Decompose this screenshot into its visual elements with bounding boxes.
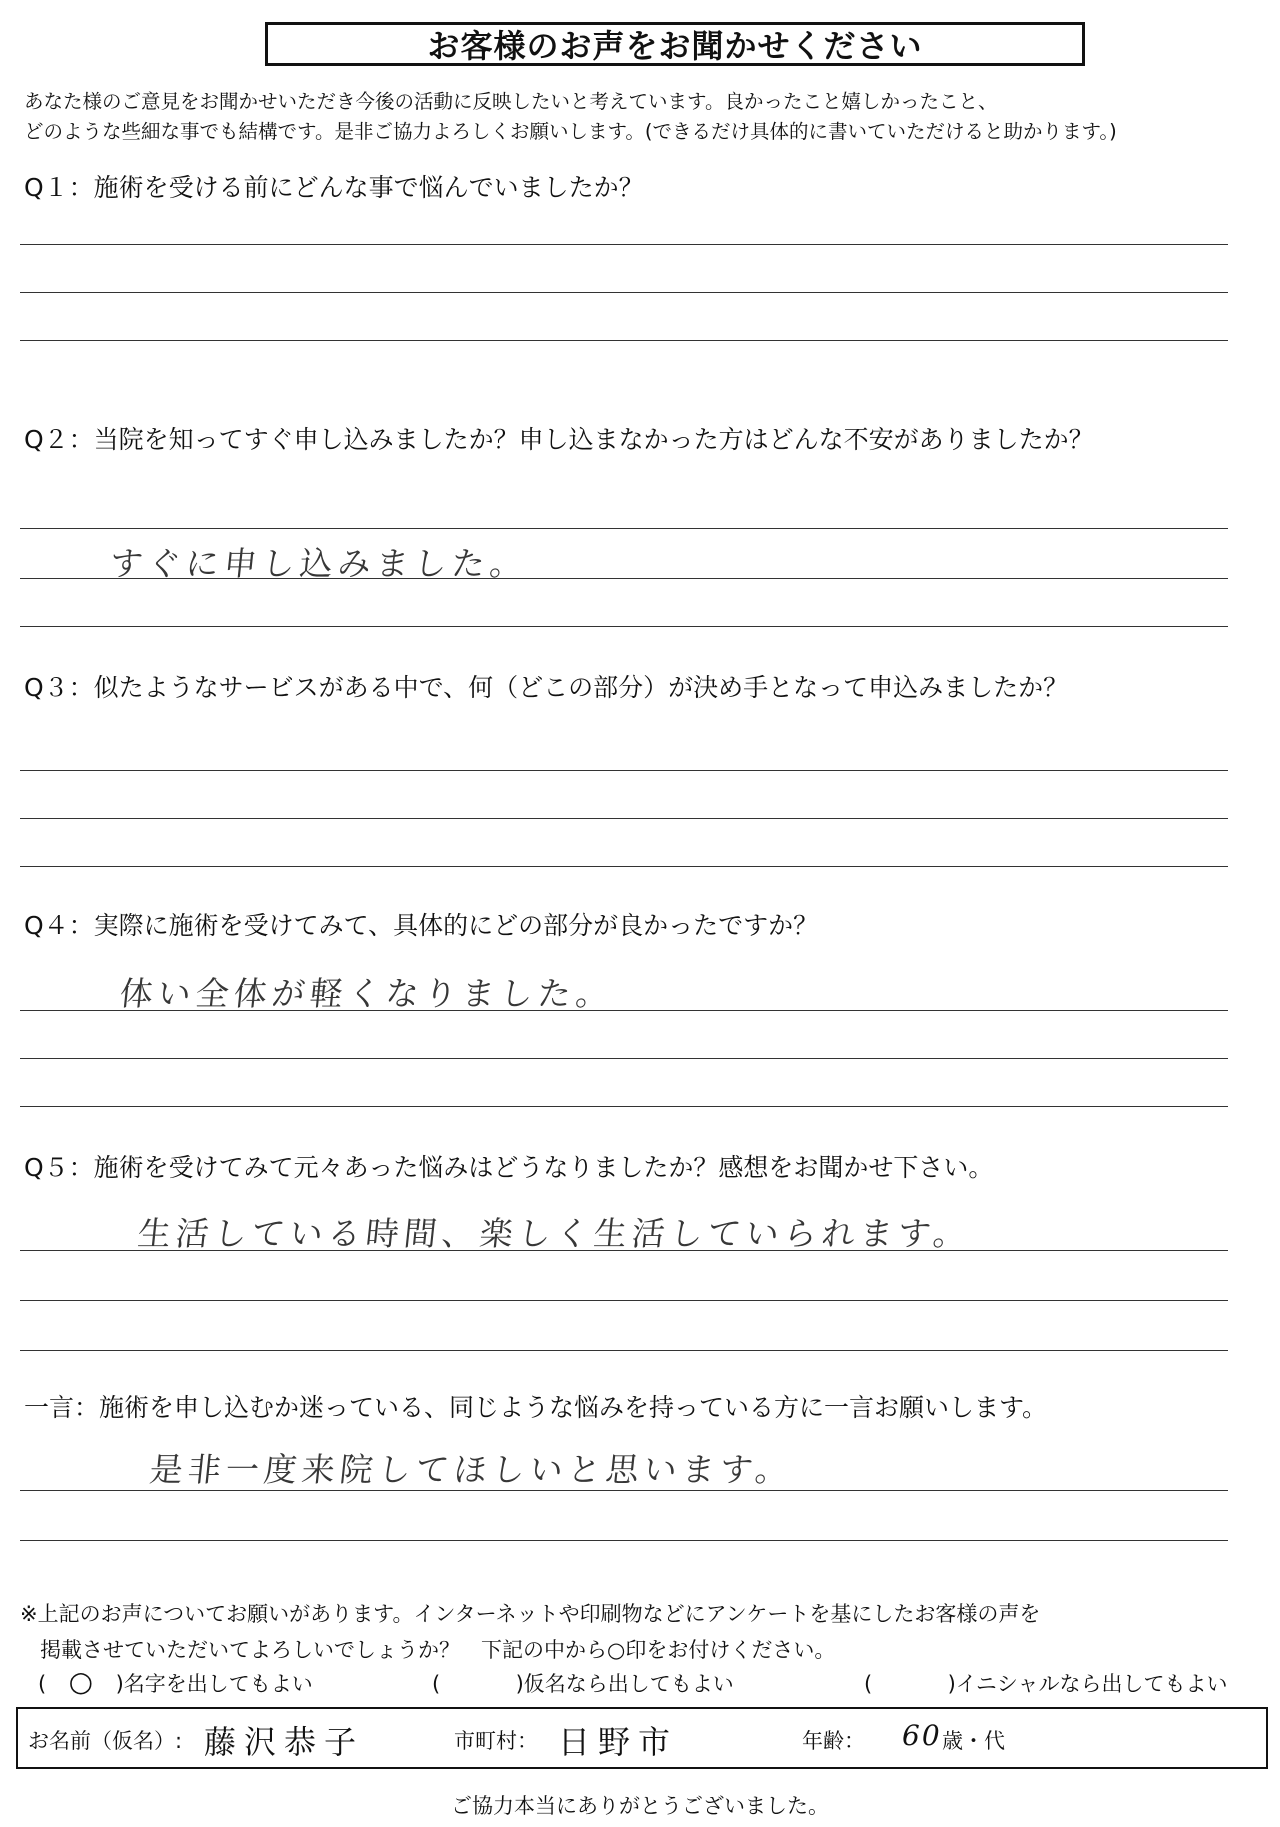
thanks-message: ご協力本当にありがとうございました。 — [451, 1794, 829, 1818]
answer-line — [20, 1490, 1228, 1491]
age-value: 60 — [902, 1719, 942, 1752]
answer-line — [20, 1106, 1228, 1107]
consent-note-line-2: 掲載させていただいてよろしいでしょうか？ 下記の中から○印をお付けください。 — [40, 1638, 836, 1662]
answer-line — [20, 1250, 1228, 1251]
question-2: Q２：当院を知ってすぐ申し込みましたか？申し込まなかった方はどんな不安がありましたか？ — [24, 425, 1094, 454]
question-hitokoto: 一言：施術を申し込むか迷っている、同じような悩みを持っている方に一言お願いします。 — [24, 1393, 1048, 1422]
answer-line — [20, 528, 1228, 529]
answer-line — [20, 1058, 1228, 1059]
form-title-text: お客様のお声をお聞かせください — [427, 27, 923, 65]
consent-option-initials[interactable]: ( )イニシャルなら出してもよい — [864, 1672, 1228, 1696]
age-suffix: 歳・代 — [942, 1729, 1005, 1753]
answer-line — [20, 770, 1228, 771]
question-3: Q３：似たようなサービスがある中で、何（どこの部分）が決め手となって申込みましたか？ — [24, 673, 1069, 702]
answer-line — [20, 340, 1228, 341]
intro-line-2: どのような些細な事でも結構です。是非ご協力よろしくお願いします。(できるだけ具体的に書いていただけると助かります。) — [24, 120, 1117, 143]
consent-mark-circle: ○ — [68, 1665, 94, 1698]
consent-option-surname[interactable]: ( ○ )名字を出してもよい — [38, 1665, 313, 1698]
consent-note-line-1: ※上記のお声についてお願いがあります。インターネットや印刷物などにアンケートを基にしたお客様の声を — [20, 1602, 1041, 1626]
form-title — [265, 22, 1085, 66]
consent-option-pseudonym[interactable]: ( )仮名なら出してもよい — [432, 1672, 734, 1696]
answer-4-handwriting: 体い全体が軽くなりました。 — [117, 974, 616, 1013]
respondent-info-box — [16, 1707, 1268, 1769]
question-1: Q１：施術を受ける前にどんな事で悩んでいましたか？ — [24, 173, 644, 202]
answer-line — [20, 578, 1228, 579]
question-4: Q４：実際に施術を受けてみて、具体的にどの部分が良かったですか？ — [24, 911, 819, 940]
answer-line — [20, 1540, 1228, 1541]
name-value: 藤沢恭子 — [204, 1723, 365, 1761]
age-label: 年齢： — [802, 1729, 865, 1753]
city-label: 市町村： — [454, 1729, 538, 1753]
answer-line — [20, 292, 1228, 293]
answer-line — [20, 1350, 1228, 1351]
answer-line — [20, 818, 1228, 819]
question-5: Q５：施術を受けてみて元々あった悩みはどうなりましたか？感想をお聞かせ下さい。 — [24, 1153, 994, 1182]
name-label: お名前（仮名）: — [28, 1729, 183, 1753]
answer-hitokoto-handwriting: 是非一度来院してほしいと思います。 — [147, 1450, 796, 1489]
answer-line — [20, 244, 1228, 245]
answer-line — [20, 1300, 1228, 1301]
intro-line-1: あなた様のご意見をお聞かせいただき今後の活動に反映したいと考えています。良かったこと嬉しかったこと、 — [24, 90, 998, 113]
answer-line — [20, 1010, 1228, 1011]
answer-line — [20, 866, 1228, 867]
answer-line — [20, 626, 1228, 627]
city-value: 日野市 — [558, 1723, 679, 1761]
answer-2-handwriting: すぐに申し込みました。 — [107, 544, 530, 583]
answer-5-handwriting: 生活している時間、楽しく生活していられます。 — [135, 1214, 974, 1253]
